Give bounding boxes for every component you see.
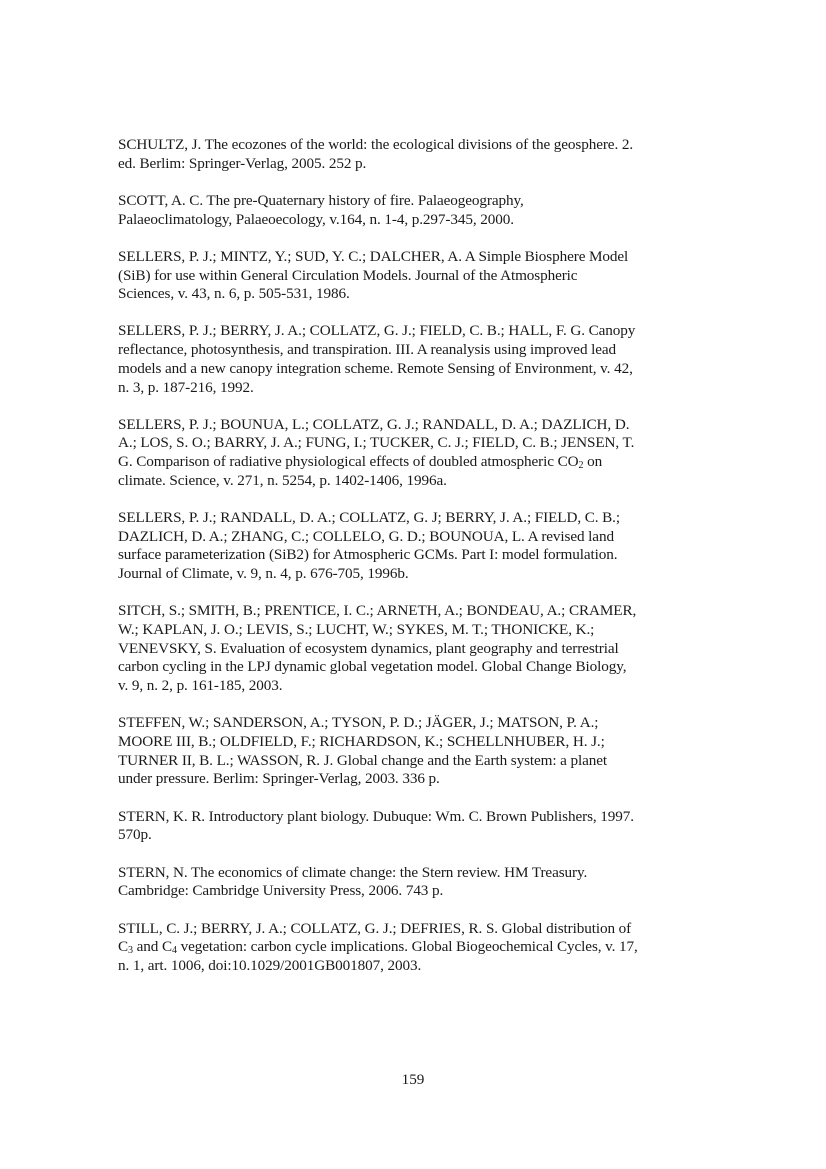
reference-line: n. 1, art. 1006, doi:10.1029/2001GB001807, 2003. bbox=[118, 956, 422, 974]
reference-entry-still-2003 bbox=[118, 920, 718, 976]
reference-text: G. Comparison of radiative physiological effects of doubled atmospheric CO bbox=[118, 453, 579, 471]
reference-line: Journal of Climate, v. 9, n. 4, p. 676-705, 1996b. bbox=[118, 565, 409, 583]
reference-text: C bbox=[118, 938, 129, 956]
reference-line: SELLERS, P. J.; RANDALL, D. A.; COLLATZ, G. J; BERRY, J. A.; FIELD, C. B.; bbox=[118, 509, 620, 527]
reference-entry-steffen-2003 bbox=[118, 714, 718, 789]
reference-line: surface parameterization (SiB2) for Atmospheric GCMs. Part I: model formulation. bbox=[118, 546, 618, 564]
reference-line: TURNER II, B. L.; WASSON, R. J. Global change and the Earth system: a planet bbox=[118, 751, 608, 769]
reference-line: 570p. bbox=[118, 826, 152, 844]
reference-line: carbon cycling in the LPJ dynamic global vegetation model. Global Change Biology, bbox=[118, 658, 627, 676]
subscript: 3 bbox=[128, 945, 133, 957]
reference-entry-stern-2006 bbox=[118, 864, 718, 901]
reference-line: MOORE III, B.; OLDFIELD, F.; RICHARDSON, K.; SCHELLNHUBER, H. J.; bbox=[118, 733, 605, 751]
reference-line: STERN, N. The economics of climate change: the Stern review. HM Treasury. bbox=[118, 863, 588, 881]
reference-line: ed. Berlim: Springer-Verlag, 2005. 252 p. bbox=[118, 154, 367, 172]
reference-line: v. 9, n. 2, p. 161-185, 2003. bbox=[118, 677, 283, 695]
reference-line: reflectance, photosynthesis, and transpiration. III. A reanalysis using improved lead bbox=[118, 341, 617, 359]
reference-line: STERN, K. R. Introductory plant biology. Dubuque: Wm. C. Brown Publishers, 1997. bbox=[118, 807, 634, 825]
reference-entry-sellers-1996a bbox=[118, 416, 718, 491]
reference-text: and C bbox=[132, 938, 172, 956]
reference-entry-schultz-2005 bbox=[118, 136, 718, 173]
reference-line bbox=[118, 453, 718, 472]
reference-entry-sellers-1986 bbox=[118, 248, 718, 304]
reference-line: STEFFEN, W.; SANDERSON, A.; TYSON, P. D.; JÄGER, J.; MATSON, P. A.; bbox=[118, 714, 599, 732]
reference-line bbox=[118, 938, 718, 957]
subscript: 4 bbox=[172, 945, 177, 957]
reference-text: on bbox=[583, 453, 603, 471]
reference-entry-stern-1997 bbox=[118, 808, 718, 845]
reference-line: SELLERS, P. J.; BOUNUA, L.; COLLATZ, G. J.; RANDALL, D. A.; DAZLICH, D. bbox=[118, 415, 630, 433]
reference-text: vegetation: carbon cycle implications. Global Biogeochemical Cycles, v. 17, bbox=[176, 938, 638, 956]
subscript: 2 bbox=[578, 460, 584, 472]
reference-line: SELLERS, P. J.; MINTZ, Y.; SUD, Y. C.; DALCHER, A. A Simple Biosphere Model bbox=[118, 247, 629, 265]
reference-line: Palaeoclimatology, Palaeoecology, v.164, n. 1-4, p.297-345, 2000. bbox=[118, 210, 514, 228]
reference-line: models and a new canopy integration scheme. Remote Sensing of Environment, v. 42, bbox=[118, 359, 633, 377]
reference-line: SCOTT, A. C. The pre-Quaternary history of fire. Palaeogeography, bbox=[118, 191, 524, 209]
reference-entry-sitch-2003 bbox=[118, 602, 718, 696]
reference-line: A.; LOS, S. O.; BARRY, J. A.; FUNG, I.; TUCKER, C. J.; FIELD, C. B.; JENSEN, T. bbox=[118, 434, 635, 452]
reference-line: DAZLICH, D. A.; ZHANG, C.; COLLELO, G. D.; BOUNOUA, L. A revised land bbox=[118, 527, 614, 545]
reference-line: W.; KAPLAN, J. O.; LEVIS, S.; LUCHT, W.; SYKES, M. T.; THONICKE, K.; bbox=[118, 621, 595, 639]
reference-line: climate. Science, v. 271, n. 5254, p. 1402-1406, 1996a. bbox=[118, 471, 447, 489]
reference-line: VENEVSKY, S. Evaluation of ecosystem dynamics, plant geography and terrestrial bbox=[118, 639, 619, 657]
reference-line: under pressure. Berlim: Springer-Verlag, 2003. 336 p. bbox=[118, 770, 440, 788]
reference-line: Cambridge: Cambridge University Press, 2006. 743 p. bbox=[118, 882, 444, 900]
reference-entry-sellers-1992 bbox=[118, 322, 718, 397]
reference-line: SELLERS, P. J.; BERRY, J. A.; COLLATZ, G. J.; FIELD, C. B.; HALL, F. G. Canopy bbox=[118, 322, 636, 340]
reference-line: (SiB) for use within General Circulation Models. Journal of the Atmospheric bbox=[118, 266, 578, 284]
reference-line: SITCH, S.; SMITH, B.; PRENTICE, I. C.; ARNETH, A.; BONDEAU, A.; CRAMER, bbox=[118, 602, 637, 620]
reference-line: Sciences, v. 43, n. 6, p. 505-531, 1986. bbox=[118, 285, 350, 303]
reference-entry-sellers-1996b bbox=[118, 509, 718, 584]
page-number: 159 bbox=[401, 1071, 425, 1088]
reference-line: n. 3, p. 187-216, 1992. bbox=[118, 378, 254, 396]
reference-line: SCHULTZ, J. The ecozones of the world: the ecological divisions of the geosphere. 2. bbox=[118, 136, 634, 153]
reference-line: STILL, C. J.; BERRY, J. A.; COLLATZ, G. J.; DEFRIES, R. S. Global distribution of bbox=[118, 919, 632, 937]
reference-entry-scott-2000 bbox=[118, 192, 718, 229]
reference-list bbox=[118, 136, 718, 994]
